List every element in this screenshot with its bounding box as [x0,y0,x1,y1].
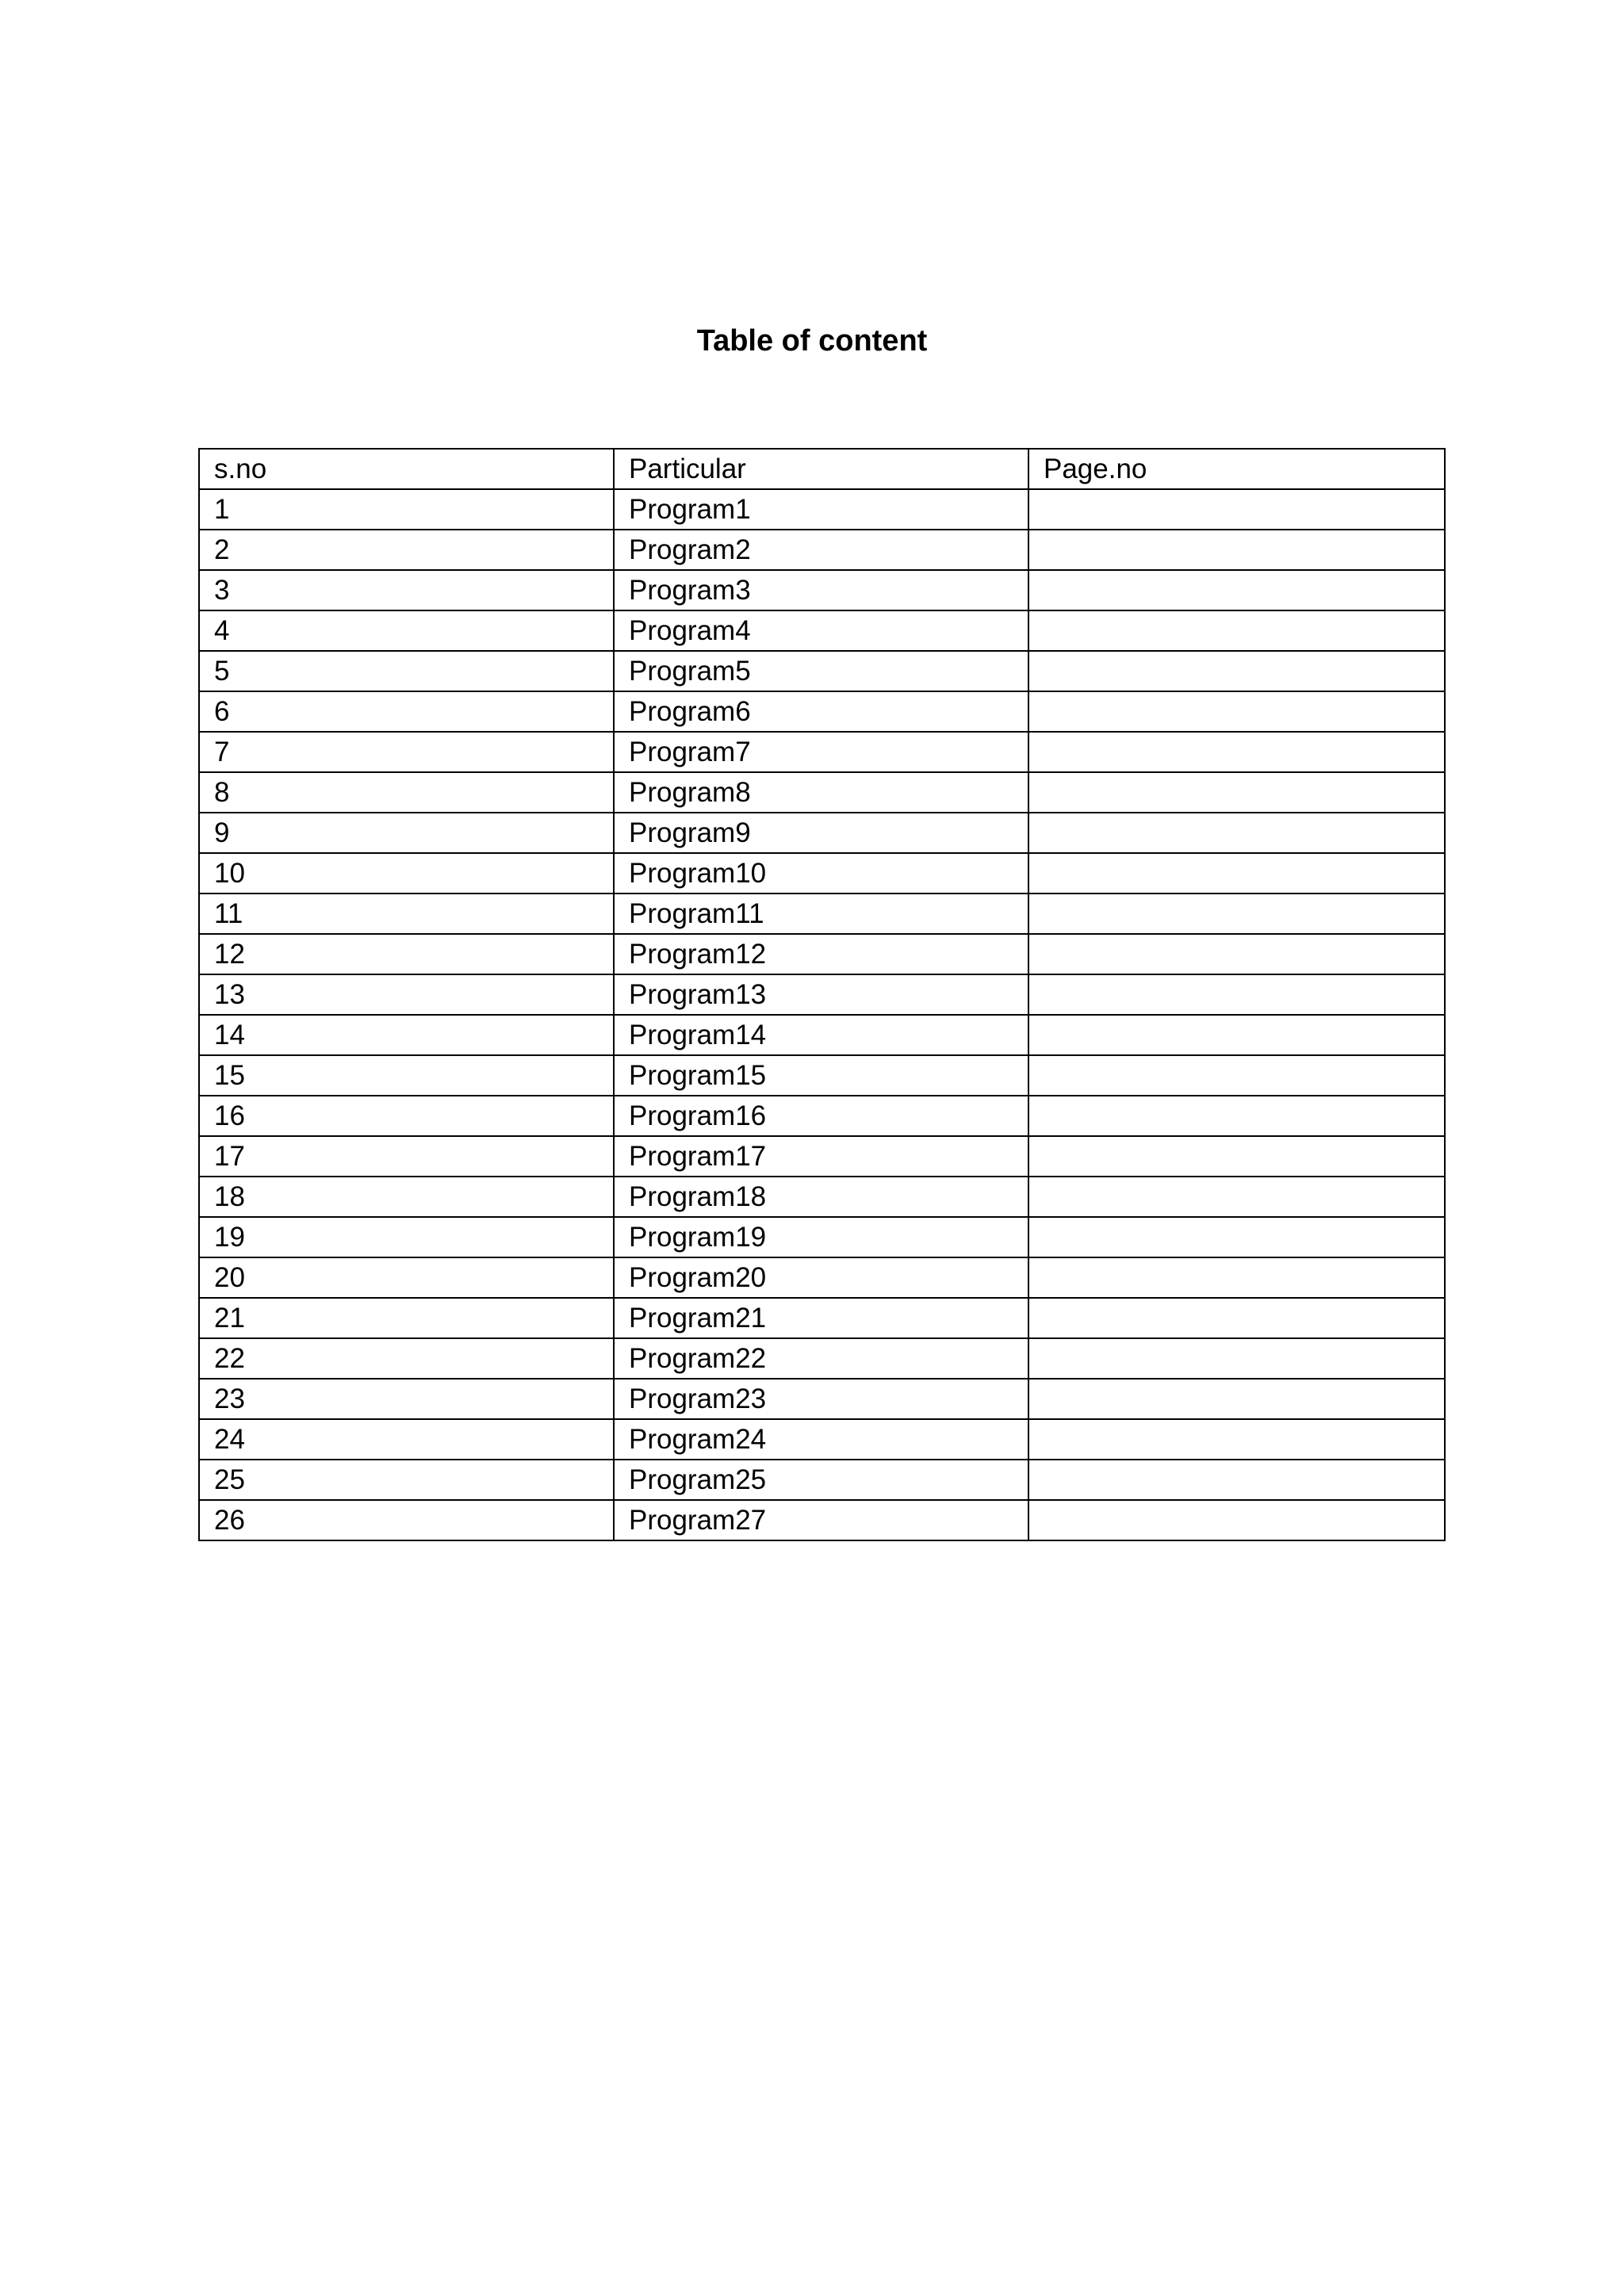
cell-sno: 22 [199,1338,614,1379]
cell-page-no [1028,1419,1445,1460]
table-row [199,934,1445,974]
cell-page-no [1028,1096,1445,1136]
cell-particular: Program11 [614,894,1028,934]
cell-page-no [1028,732,1445,772]
cell-particular: Program21 [614,1298,1028,1338]
table-row [199,489,1445,530]
cell-page-no [1028,894,1445,934]
cell-page-no [1028,1015,1445,1055]
cell-particular: Program14 [614,1015,1028,1055]
cell-sno: 16 [199,1096,614,1136]
cell-sno: 8 [199,772,614,813]
cell-sno: 7 [199,732,614,772]
cell-particular: Program15 [614,1055,1028,1096]
table-row [199,974,1445,1015]
cell-particular: Program19 [614,1217,1028,1257]
cell-sno: 24 [199,1419,614,1460]
cell-page-no [1028,1177,1445,1217]
cell-particular: Program8 [614,772,1028,813]
cell-sno: 11 [199,894,614,934]
cell-sno: 18 [199,1177,614,1217]
cell-page-no [1028,974,1445,1015]
cell-sno: 9 [199,813,614,853]
table-row [199,1096,1445,1136]
table-row [199,651,1445,691]
cell-page-no [1028,853,1445,894]
table-row [199,732,1445,772]
table-row [199,530,1445,570]
cell-particular: Program9 [614,813,1028,853]
cell-particular: Program24 [614,1419,1028,1460]
cell-particular: Program3 [614,570,1028,610]
cell-particular: Program4 [614,610,1028,651]
cell-sno: 15 [199,1055,614,1096]
cell-particular: Program27 [614,1500,1028,1540]
cell-sno: 21 [199,1298,614,1338]
table-row [199,691,1445,732]
cell-particular: Program16 [614,1096,1028,1136]
column-header-particular: Particular [614,449,1028,489]
table-row [199,1460,1445,1500]
cell-page-no [1028,813,1445,853]
cell-sno: 14 [199,1015,614,1055]
table-row [199,813,1445,853]
cell-page-no [1028,489,1445,530]
cell-page-no [1028,651,1445,691]
cell-sno: 5 [199,651,614,691]
cell-sno: 20 [199,1257,614,1298]
table-row [199,1500,1445,1540]
cell-sno: 1 [199,489,614,530]
page-title: Table of content [696,324,928,358]
cell-page-no [1028,772,1445,813]
cell-page-no [1028,1298,1445,1338]
cell-particular: Program10 [614,853,1028,894]
column-header-page-no: Page.no [1028,449,1445,489]
cell-particular: Program23 [614,1379,1028,1419]
cell-page-no [1028,691,1445,732]
cell-sno: 4 [199,610,614,651]
cell-particular: Program12 [614,934,1028,974]
table-row [199,1379,1445,1419]
cell-sno: 12 [199,934,614,974]
table-row [199,1015,1445,1055]
cell-page-no [1028,1338,1445,1379]
cell-sno: 13 [199,974,614,1015]
table-row [199,1055,1445,1096]
table-row [199,1136,1445,1177]
table-row [199,610,1445,651]
cell-particular: Program1 [614,489,1028,530]
table-body [199,489,1445,1540]
table-row [199,1298,1445,1338]
table-row [199,772,1445,813]
cell-sno: 25 [199,1460,614,1500]
cell-particular: Program13 [614,974,1028,1015]
table-row [199,1257,1445,1298]
table-row [199,1177,1445,1217]
cell-particular: Program18 [614,1177,1028,1217]
cell-page-no [1028,1217,1445,1257]
cell-page-no [1028,1460,1445,1500]
cell-particular: Program22 [614,1338,1028,1379]
cell-sno: 17 [199,1136,614,1177]
table-row [199,1217,1445,1257]
cell-particular: Program7 [614,732,1028,772]
cell-particular: Program2 [614,530,1028,570]
cell-sno: 6 [199,691,614,732]
cell-sno: 23 [199,1379,614,1419]
cell-sno: 19 [199,1217,614,1257]
cell-particular: Program20 [614,1257,1028,1298]
column-header-sno: s.no [199,449,614,489]
cell-page-no [1028,1055,1445,1096]
cell-particular: Program17 [614,1136,1028,1177]
cell-sno: 3 [199,570,614,610]
cell-particular: Program25 [614,1460,1028,1500]
table-row [199,1338,1445,1379]
cell-page-no [1028,610,1445,651]
table-row [199,853,1445,894]
cell-page-no [1028,1257,1445,1298]
cell-page-no [1028,1500,1445,1540]
table-row [199,894,1445,934]
cell-page-no [1028,934,1445,974]
cell-page-no [1028,530,1445,570]
cell-sno: 10 [199,853,614,894]
cell-page-no [1028,1136,1445,1177]
table-row [199,1419,1445,1460]
cell-page-no [1028,1379,1445,1419]
table-row [199,570,1445,610]
toc-table [198,448,1446,1541]
cell-page-no [1028,570,1445,610]
cell-particular: Program6 [614,691,1028,732]
table-header-row [199,449,1445,489]
cell-sno: 2 [199,530,614,570]
cell-sno: 26 [199,1500,614,1540]
cell-particular: Program5 [614,651,1028,691]
